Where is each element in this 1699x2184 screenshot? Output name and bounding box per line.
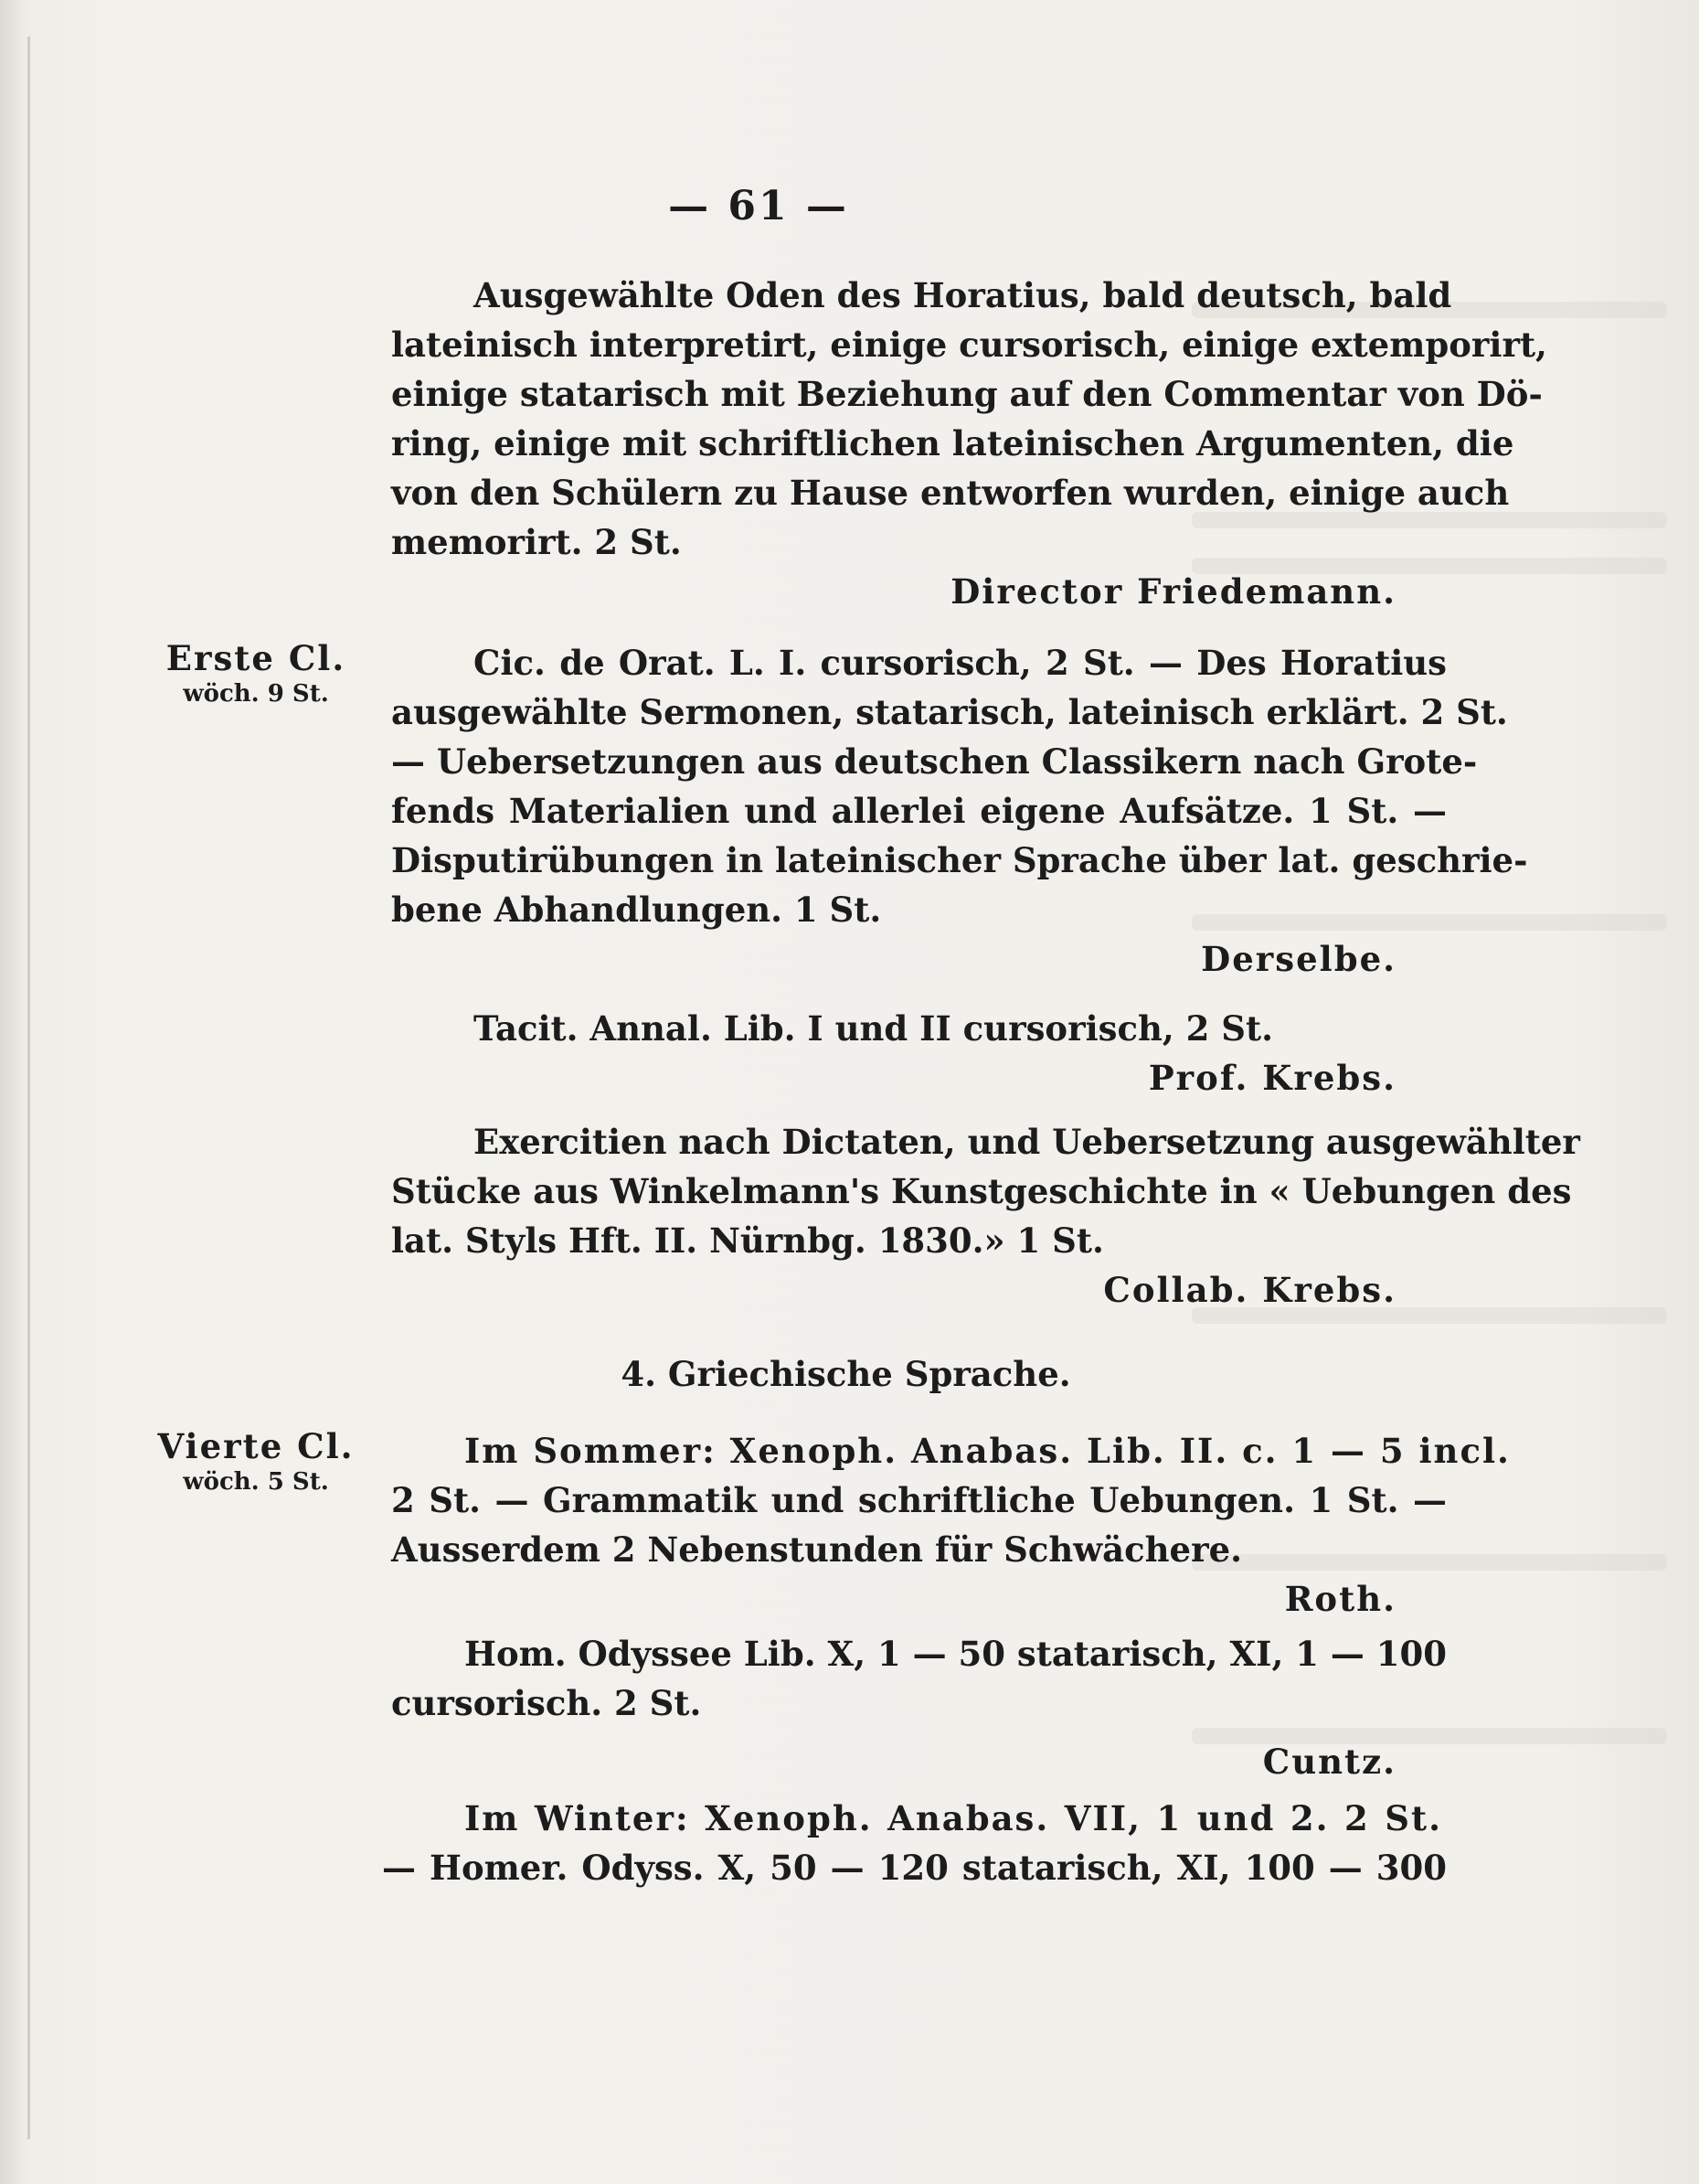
text-line: Disputirübungen in lateinischer Sprache über lat. geschrie- bbox=[391, 840, 1528, 880]
teacher-name: Prof. Krebs. bbox=[1148, 1058, 1396, 1098]
paragraph-first-class-latin bbox=[391, 638, 1528, 984]
teacher-name: Derselbe. bbox=[1201, 939, 1396, 979]
weekly-hours: wöch. 5 St. bbox=[183, 1468, 329, 1496]
page-edge bbox=[27, 37, 30, 2139]
text-line: Stücke aus Winkelmann's Kunstgeschichte in « Uebungen des bbox=[391, 1171, 1572, 1211]
text-line: Ausgewählte Oden des Horatius, bald deutsch, bald bbox=[473, 275, 1452, 315]
teacher-name: Collab. Krebs. bbox=[1103, 1270, 1396, 1310]
paragraph-winter bbox=[382, 1794, 1447, 1892]
text-line: lat. Styls Hft. II. Nürnbg. 1830.» 1 St. bbox=[391, 1220, 1104, 1261]
paragraph-exercitien bbox=[391, 1117, 1580, 1315]
text-line: Im Sommer: Xenoph. Anabas. Lib. II. c. 1 — 5 incl. bbox=[464, 1431, 1511, 1471]
text-line: Hom. Odyssee Lib. X, 1 — 50 statarisch, XI, 1 — 100 bbox=[464, 1634, 1447, 1674]
paragraph-homer-odyssey bbox=[391, 1629, 1447, 1786]
weekly-hours: wöch. 9 St. bbox=[183, 680, 329, 708]
text-line: — Uebersetzungen aus deutschen Classikern nach Grote- bbox=[391, 741, 1478, 782]
paragraph-fourth-class-summer bbox=[391, 1426, 1511, 1624]
margin-class-label bbox=[133, 1426, 379, 1496]
text-line: Ausserdem 2 Nebenstunden für Schwächere. bbox=[391, 1529, 1243, 1570]
page-number: — 61 — bbox=[668, 183, 849, 229]
text-line: fends Materialien und allerlei eigene Aufsätze. 1 St. — bbox=[391, 791, 1447, 831]
text-line: — Homer. Odyss. X, 50 — 120 statarisch, XI, 100 — 300 bbox=[382, 1848, 1447, 1888]
text-line: Exercitien nach Dictaten, und Uebersetzung ausgewählter bbox=[473, 1122, 1580, 1162]
class-name: Vierte Cl. bbox=[157, 1426, 355, 1466]
class-name: Erste Cl. bbox=[165, 638, 346, 678]
text-line: cursorisch. 2 St. bbox=[391, 1683, 702, 1723]
text-line: 2 St. — Grammatik und schriftliche Uebungen. 1 St. — bbox=[391, 1480, 1447, 1520]
paragraph-horace-odes bbox=[391, 271, 1547, 616]
text-line: memorirt. 2 St. bbox=[391, 522, 682, 562]
text-line: Tacit. Annal. Lib. I und II cursorisch, 2 St. bbox=[473, 1008, 1273, 1049]
text-line: bene Abhandlungen. 1 St. bbox=[391, 890, 882, 930]
teacher-name: Director Friedemann. bbox=[950, 571, 1396, 612]
teacher-name: Roth. bbox=[1284, 1579, 1396, 1619]
text-line: ausgewählte Sermonen, statarisch, lateinisch erklärt. 2 St. bbox=[391, 692, 1508, 732]
text-line: ring, einige mit schriftlichen lateinischen Argumenten, die bbox=[391, 423, 1514, 463]
section-heading-greek bbox=[391, 1349, 1447, 1399]
text-line: lateinisch interpretirt, einige cursorisch, einige extemporirt, bbox=[391, 325, 1547, 365]
text-line: von den Schülern zu Hause entworfen wurden, einige auch bbox=[391, 473, 1510, 513]
margin-class-label bbox=[133, 638, 379, 708]
heading-text: 4. Griechische Sprache. bbox=[621, 1354, 1071, 1394]
paragraph-tacitus bbox=[391, 1004, 1447, 1103]
text-line: einige statarisch mit Beziehung auf den Commentar von Dö- bbox=[391, 374, 1543, 414]
text-line: Im Winter: Xenoph. Anabas. VII, 1 und 2. 2 St. bbox=[464, 1798, 1442, 1838]
text-line: Cic. de Orat. L. I. cursorisch, 2 St. — Des Horatius bbox=[473, 643, 1447, 683]
teacher-name: Cuntz. bbox=[1262, 1742, 1396, 1782]
